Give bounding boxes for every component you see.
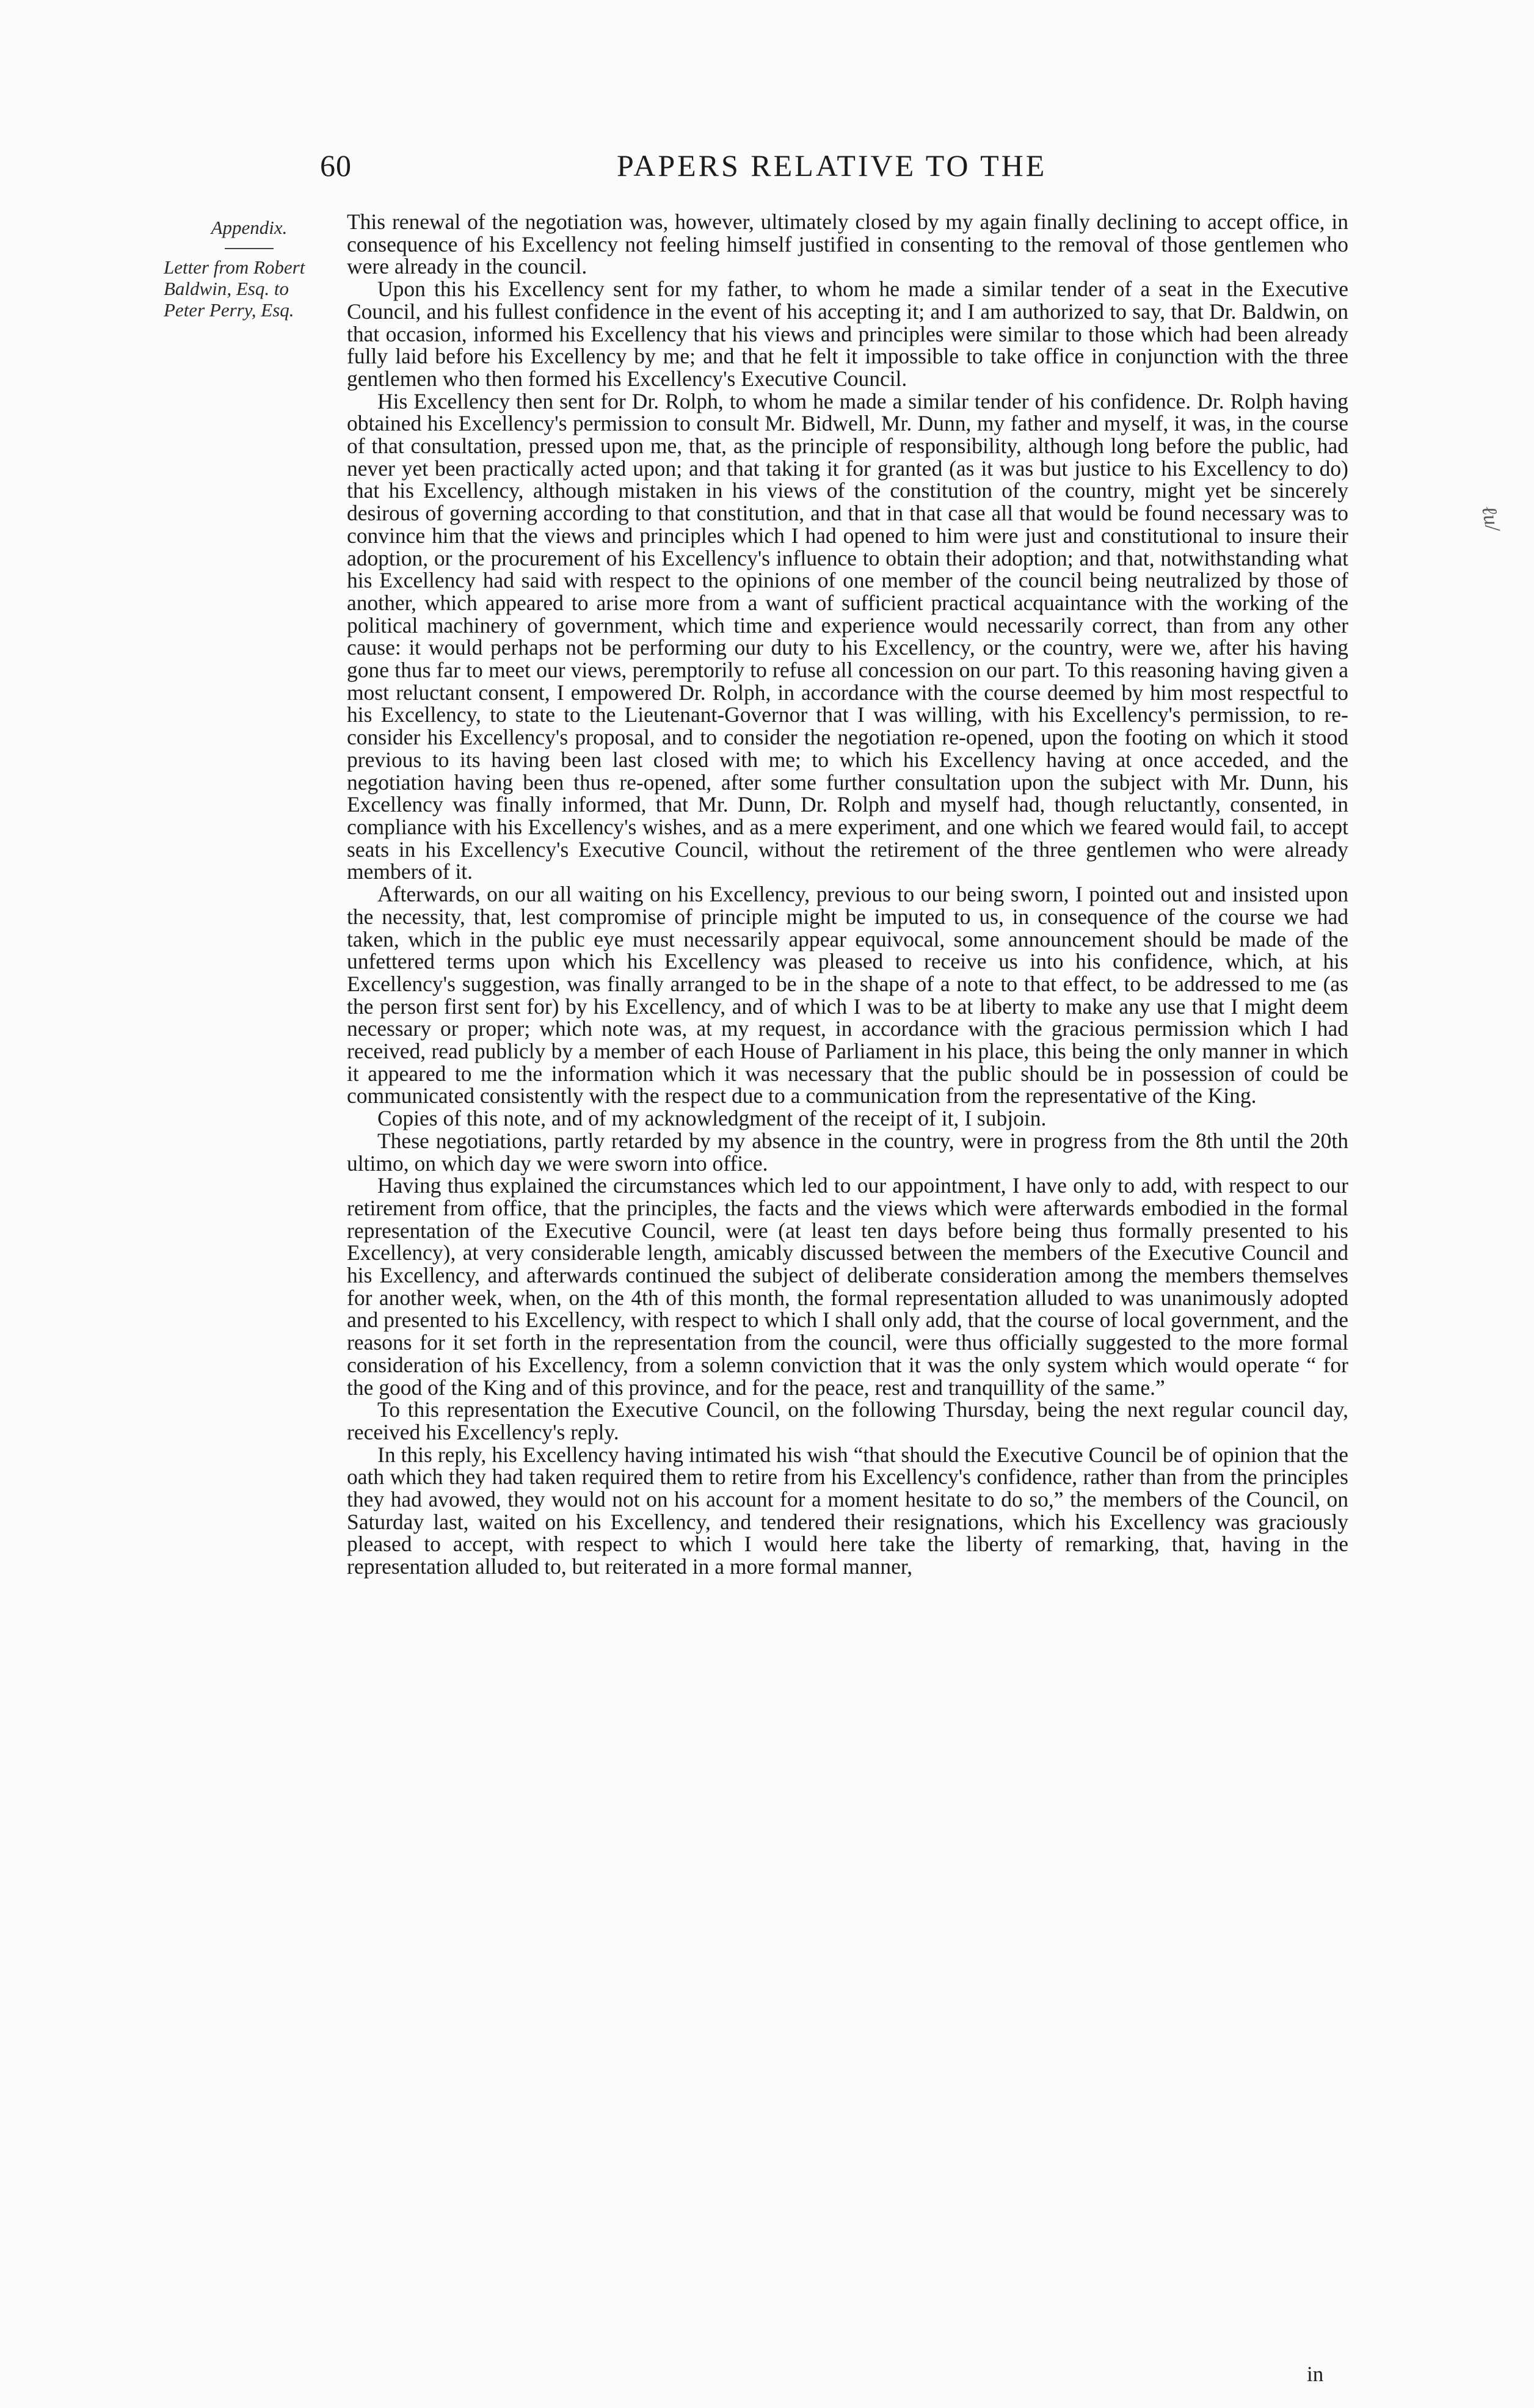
- page-header: [0, 148, 1534, 197]
- margin-note: [164, 217, 335, 321]
- paragraph: Copies of this note, and of my acknowledgment of the receipt of it, I subjoin.: [377, 1106, 1047, 1131]
- paragraph: These negotiations, partly retarded by my absence in the country, were in progress from the 8th until the 20th ultimo, on which day we were sworn into office.: [347, 1128, 1348, 1176]
- page-number: 60: [320, 148, 352, 183]
- margin-note-line: Letter from Robert: [164, 256, 305, 278]
- paragraph: His Excellency then sent for Dr. Rolph, to whom he made a similar tender of his confidence. Dr. Rolph having obtained his Excellency's permission to consult Mr. Bidwell, Mr. Dunn, my father and myself, it was, in the course of that consultation, pressed upon me, that, as the principle of responsibility, although long before the public, had never yet been practically acted upon; and that taking it for granted (as it was but justice to his Excellency to do) that his Excellency, although mistaken in his views of the constitution of the country, might yet be sincerely desirous of governing according to that constitution, and that in that case all that would be found necessary was to convince him that the views and principles which I had opened to him were just and constitutional to insure their adoption, or the procurement of his Excellency's influence to obtain their adoption; and that, notwithstanding what his Excellency had said with respect to the opinions of one member of the council being neutralized by those of another, which appeared to arise more from a want of sufficient practical acquaintance with the working of the political machinery of government, which time and experience would necessarily correct, than from any other cause: it would perhaps not be performing our duty to his Excellency, or the country, were we, after his having gone thus far to meet our views, peremptorily to refuse all concession on our part. To this reasoning having given a most reluctant consent, I empowered Dr. Rolph, in accordance with the course deemed by him most respectful to his Excellency, to state to the Lieutenant-Governor that I was willing, with his Excellency's permission, to re-consider his Excellency's proposal, and to consider the negotiation re-opened, upon the footing on which it stood previous to its having been last closed with me; to which his Excellency having at once acceded, and the negotiation having been thus re-opened, after some further consultation upon the subject with Mr. Dunn, his Excellency was finally informed, that Mr. Dunn, Dr. Rolph and myself had, though reluctantly, consented, in compliance with his Excellency's wishes, and as a mere experiment, and one which we feared would fail, to accept seats in his Excellency's Executive Council, without the retirement of the three gentlemen who were already members of it.: [347, 388, 1348, 884]
- paragraph: In this reply, his Excellency having intimated his wish “that should the Executive Council be of opinion that the oath which they had taken required them to retire from his Excellency's confidence, rather than from the principles they had avowed, they would not on his account for a moment hesitate to do so,” the members of the Council, on Saturday last, waited on his Excellency, and tendered their resignations, which his Excellency was graciously pleased to accept, with respect to which I would here take the liberty of remarking, that, having in the representation alluded to, but reiterated in a more formal manner,: [347, 1442, 1348, 1579]
- margin-appendix-label: Appendix.: [211, 217, 288, 238]
- paragraph: To this representation the Executive Council, on the following Thursday, being the next regular council day, received his Excellency's reply.: [347, 1397, 1348, 1444]
- running-head: PAPERS RELATIVE TO THE: [617, 148, 1047, 183]
- paragraph: Upon this his Excellency sent for my father, to whom he made a similar tender of a seat in the Executive Council, and his fullest confidence in the event of his accepting it; and I am authorized to say, that Dr. Baldwin, on that occasion, informed his Excellency that his views and principles were similar to those which had been already fully laid before his Excellency by me; and that he felt it impossible to take office in conjunction with the three gentlemen who then formed his Excellency's Executive Council.: [347, 277, 1348, 391]
- stray-ink-mark: ℓu/: [1477, 504, 1504, 533]
- margin-rule: [225, 248, 274, 249]
- paragraph: Afterwards, on our all waiting on his Excellency, previous to our being sworn, I pointed out and insisted upon the necessity, that, lest compromise of principle might be imputed to us, in consequence of the course we had taken, which in the public eye must necessarily appear equivocal, some announcement should be made of the unfettered terms upon which his Excellency was pleased to receive us into his confidence, which, at his Excellency's suggestion, was finally arranged to be in the shape of a note to that effect, to be addressed to me (as the person first sent for) by his Excellency, and of which I was to be at liberty to make any use that I might deem necessary or proper; which note was, at my request, in accordance with the gracious permission which I had received, read publicly by a member of each House of Parliament in his place, this being the only manner in which it appeared to me the information which it was necessary that the public should be in possession of could be communicated consistently with the respect due to a communication from the representative of the King.: [347, 882, 1348, 1108]
- catchword: in: [1307, 2362, 1324, 2386]
- paragraph: Having thus explained the circumstances which led to our appointment, I have only to add, with respect to our retirement from office, that the principles, the facts and the views which were afterwards embodied in the formal representation of the Executive Council, were (at least ten days before being thus formally presented to his Excellency), at very considerable length, amicably discussed between the members of the Executive Council and his Excellency, and afterwards continued the subject of deliberate consideration among the members themselves for another week, when, on the 4th of this month, the formal representation alluded to was unanimously adopted and presented to his Excellency, with respect to which I shall only add, that the course of local government, and the reasons for it set forth in the representation from the council, were thus officially suggested to the more formal consideration of his Excellency, from a solemn conviction that it was the only system which would operate “ for the good of the King and of this province, and for the peace, rest and tranquillity of the same.”: [347, 1173, 1348, 1400]
- margin-note-line: Peter Perry, Esq.: [164, 299, 294, 321]
- margin-note-line: Baldwin, Esq. to: [164, 278, 289, 299]
- body-text: [347, 211, 1348, 1578]
- paragraph: This renewal of the negotiation was, however, ultimately closed by my again finally declining to accept office, in consequence of his Excellency not feeling himself justified in consenting to the removal of those gentlemen who were already in the council.: [347, 209, 1348, 279]
